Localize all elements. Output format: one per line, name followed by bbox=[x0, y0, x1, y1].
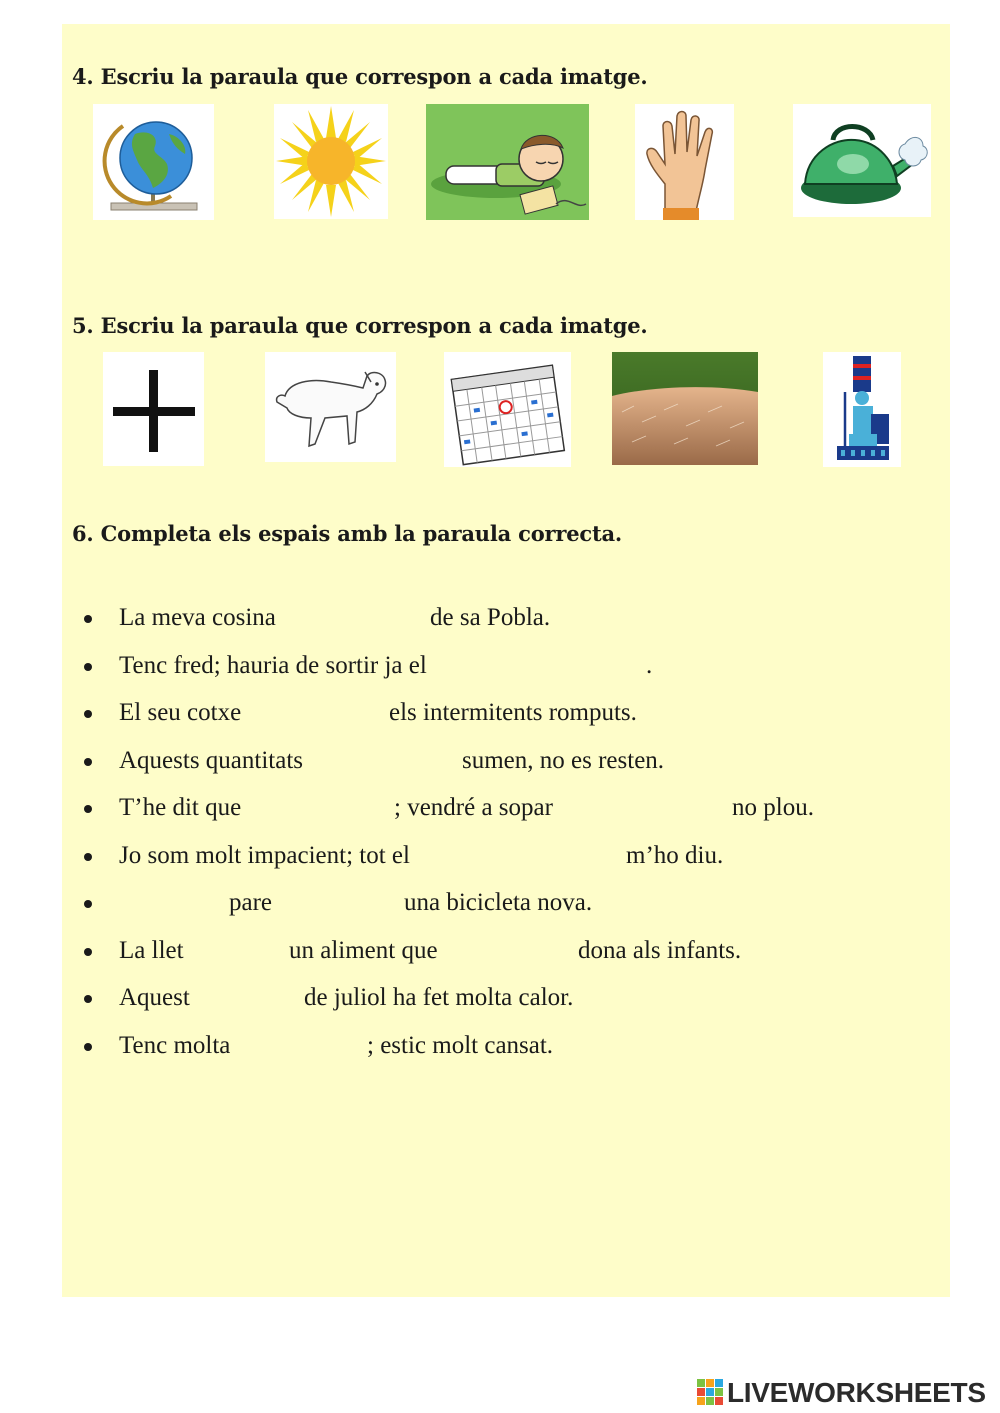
sentence-text: pare bbox=[229, 889, 273, 916]
logo-text: LIVEWORKSHEETS bbox=[727, 1377, 986, 1408]
sentence-text: Tenc molta bbox=[119, 1031, 231, 1059]
plus-sign-icon bbox=[103, 352, 204, 466]
bullet-icon bbox=[84, 663, 92, 671]
sentence-2 bbox=[84, 644, 884, 692]
sentence-text: Aquests quantitats bbox=[119, 746, 304, 774]
sentence-text: no plou. bbox=[732, 794, 814, 821]
bullet-icon bbox=[84, 805, 92, 813]
sentence-text: ; estic molt cansat. bbox=[367, 1031, 554, 1059]
sentence-7 bbox=[84, 881, 884, 929]
sentence-text: La llet bbox=[119, 936, 184, 964]
sentence-1 bbox=[84, 596, 884, 644]
sentence-text: sumen, no es resten. bbox=[462, 746, 665, 774]
bullet-icon bbox=[84, 853, 92, 861]
egyptian-god-icon bbox=[823, 352, 901, 467]
hand-icon bbox=[635, 104, 734, 220]
bullet-icon bbox=[84, 615, 92, 623]
lamb-icon bbox=[265, 352, 396, 462]
sentence-text: El seu cotxe bbox=[119, 699, 242, 726]
hairy-arm-icon bbox=[612, 352, 758, 465]
sentence-3 bbox=[84, 691, 884, 739]
sentence-text: . bbox=[646, 651, 653, 679]
sentence-4 bbox=[84, 739, 884, 787]
bullet-icon bbox=[84, 995, 92, 1003]
bullet-icon bbox=[84, 710, 92, 718]
sentence-text: un aliment que bbox=[289, 936, 438, 964]
sentence-text: La meva cosina bbox=[119, 604, 276, 631]
sentence-9 bbox=[84, 976, 884, 1024]
sentence-text: Jo som molt impacient; tot el bbox=[119, 841, 410, 869]
sentence-text: de juliol ha fet molta calor. bbox=[304, 984, 574, 1011]
liveworksheets-logo-icon bbox=[697, 1379, 725, 1407]
sentence-text: Tenc fred; hauria de sortir ja el bbox=[119, 651, 427, 679]
bullet-icon bbox=[84, 900, 92, 908]
sleeping-child-icon bbox=[426, 104, 589, 220]
sentence-text: m’ho diu. bbox=[626, 841, 724, 869]
liveworksheets-logo[interactable] bbox=[697, 1376, 986, 1410]
globe-icon bbox=[93, 104, 214, 220]
sentence-text: Aquest bbox=[119, 984, 190, 1011]
sentence-6 bbox=[84, 834, 884, 882]
bullet-icon bbox=[84, 1043, 92, 1051]
bullet-icon bbox=[84, 948, 92, 956]
sentence-5 bbox=[84, 786, 884, 834]
sentence-text: els intermitents romputs. bbox=[389, 699, 637, 726]
bullet-icon bbox=[84, 758, 92, 766]
sentence-text: de sa Pobla. bbox=[430, 604, 551, 631]
exercise-6-heading: 6. Completa els espais amb la paraula correcta. bbox=[72, 521, 623, 546]
sentence-text: T’he dit que bbox=[119, 794, 242, 821]
sun-icon bbox=[274, 104, 388, 219]
calendar-icon bbox=[444, 352, 571, 467]
sentence-8 bbox=[84, 929, 884, 977]
sentence-10 bbox=[84, 1024, 884, 1072]
steam-iron-icon bbox=[793, 104, 931, 217]
sentence-text: una bicicleta nova. bbox=[404, 889, 593, 916]
sentence-list bbox=[84, 596, 884, 1071]
exercise-4-heading: 4. Escriu la paraula que correspon a cada imatge. bbox=[72, 64, 648, 89]
sentence-text: ; vendré a sopar bbox=[394, 794, 553, 821]
sentence-text: dona als infants. bbox=[578, 936, 742, 964]
exercise-5-heading: 5. Escriu la paraula que correspon a cada imatge. bbox=[72, 313, 648, 338]
